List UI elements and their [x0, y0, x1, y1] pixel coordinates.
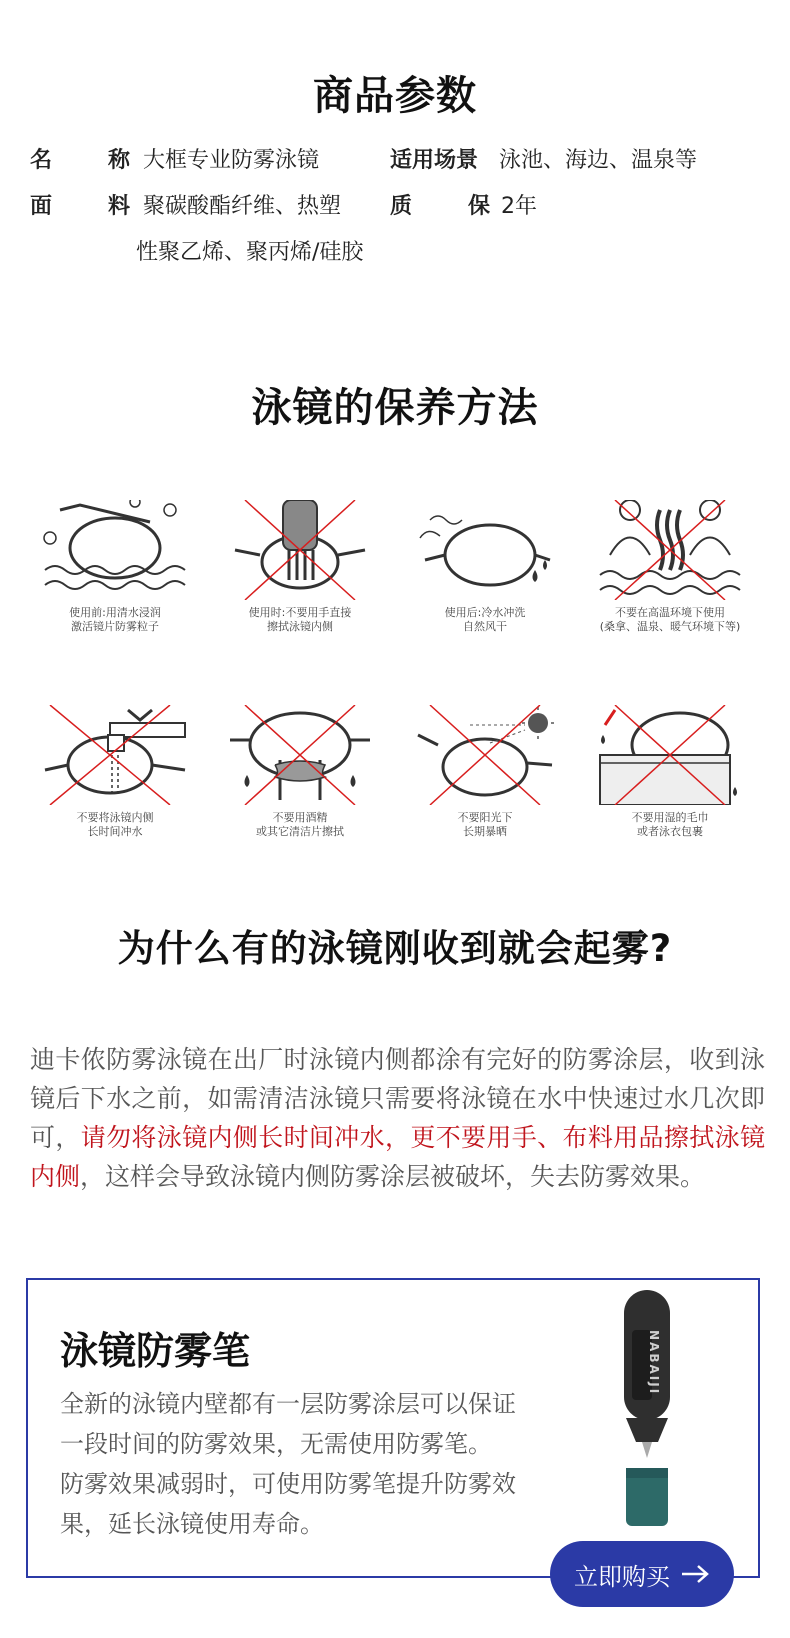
spec-label: 名称 [30, 148, 130, 173]
spec-label: 质保 [390, 194, 490, 219]
pen-text-line: 果，延长泳镜使用寿命。 [60, 1510, 324, 1538]
spec-value: 2年 [501, 194, 537, 219]
pen-text-line: 一段时间的防雾效果，无需使用防雾笔。 [60, 1430, 492, 1458]
care-caption-line2: 擦拭泳镜内侧 [267, 620, 333, 633]
pen-title: 泳镜防雾笔 [60, 1329, 251, 1373]
care-caption-line2: 长期暴晒 [463, 825, 507, 838]
care-caption-line1: 使用后:冷水冲洗 [444, 606, 526, 619]
care-item [215, 705, 385, 839]
care-item [400, 705, 570, 839]
spec-row-warranty [390, 189, 537, 220]
fog-text-part1: 迪卡侬防雾泳镜在出厂时泳镜内侧都涂有完好的防雾涂层，收到泳镜后下水之前，如需清洁泳镜只需要将泳镜在水中快速过水几次即可， [30, 1045, 765, 1152]
buy-now-label: 立即购买 [574, 1563, 670, 1591]
care-caption-line1: 不要用酒精 [272, 811, 328, 824]
spec-row-scene [390, 143, 697, 174]
care-title: 泳镜的保养方法 [251, 385, 539, 431]
spec-value: 大框专业防雾泳镜 [143, 148, 320, 173]
fog-text-part2: ，这样会导致泳镜内侧防雾涂层被破坏，失去防雾效果。 [80, 1162, 706, 1191]
care-item [585, 500, 755, 634]
care-caption-line2: (桑拿、温泉、暖气环境下等) [599, 620, 741, 633]
no-hand-wipe-icon [225, 500, 375, 600]
care-caption-line2: 或者泳衣包裹 [637, 825, 703, 838]
spec-value: 性聚乙烯、聚丙烯/硅胶 [136, 240, 364, 265]
goggles-in-water-icon [40, 500, 190, 600]
care-caption-line1: 使用前:用清水浸润 [69, 606, 161, 619]
spec-label: 适用场景 [390, 148, 479, 173]
pen-text-line: 防雾效果减弱时，可使用防雾笔提升防雾效 [60, 1470, 516, 1498]
care-item [400, 500, 570, 634]
fog-paragraph [30, 1040, 765, 1196]
care-caption-line2: 长时间冲水 [87, 825, 143, 838]
care-item [30, 705, 200, 839]
arrow-right-icon [680, 1563, 710, 1585]
spec-row-name [30, 143, 319, 174]
spec-row-material [30, 189, 341, 220]
rinse-dry-icon [410, 500, 560, 600]
pen-brand-text: NABAIJI [647, 1330, 661, 1396]
care-caption-line1: 使用时:不要用手直接 [248, 606, 352, 619]
care-caption-line2: 或其它清洁片擦拭 [256, 825, 344, 838]
care-item [30, 500, 200, 634]
anti-fog-pen-image [612, 1290, 682, 1530]
care-item [215, 500, 385, 634]
spec-label: 面料 [30, 194, 130, 219]
no-tap-rinse-icon [40, 705, 190, 805]
spec-title: 商品参数 [313, 73, 477, 119]
pen-text-line: 全新的泳镜内壁都有一层防雾涂层可以保证 [60, 1390, 516, 1418]
fog-text-warning: 请勿将泳镜内侧长时间冲水，更不要用手、布料用品擦拭泳镜内侧 [30, 1123, 765, 1191]
care-caption-line1: 不要阳光下 [457, 811, 513, 824]
buy-now-button[interactable] [550, 1541, 734, 1607]
no-alcohol-icon [225, 705, 375, 805]
care-caption-line1: 不要在高温环境下使用 [615, 606, 725, 619]
no-wet-towel-icon [595, 705, 745, 805]
care-item [585, 705, 755, 839]
care-caption-line1: 不要用湿的毛巾 [631, 811, 709, 824]
fog-title: 为什么有的泳镜刚收到就会起雾? [117, 927, 673, 970]
care-caption-line2: 自然风干 [463, 620, 507, 633]
care-caption-line2: 激活镜片防雾粒子 [71, 620, 159, 633]
spec-value: 泳池、海边、温泉等 [499, 148, 698, 173]
spec-value: 聚碳酸酯纤维、热塑 [143, 194, 342, 219]
spec-row-material-cont [136, 235, 363, 266]
no-sun-icon [410, 705, 560, 805]
no-heat-icon [595, 500, 745, 600]
care-caption-line1: 不要将泳镜内侧 [76, 811, 154, 824]
pen-description [60, 1384, 580, 1544]
